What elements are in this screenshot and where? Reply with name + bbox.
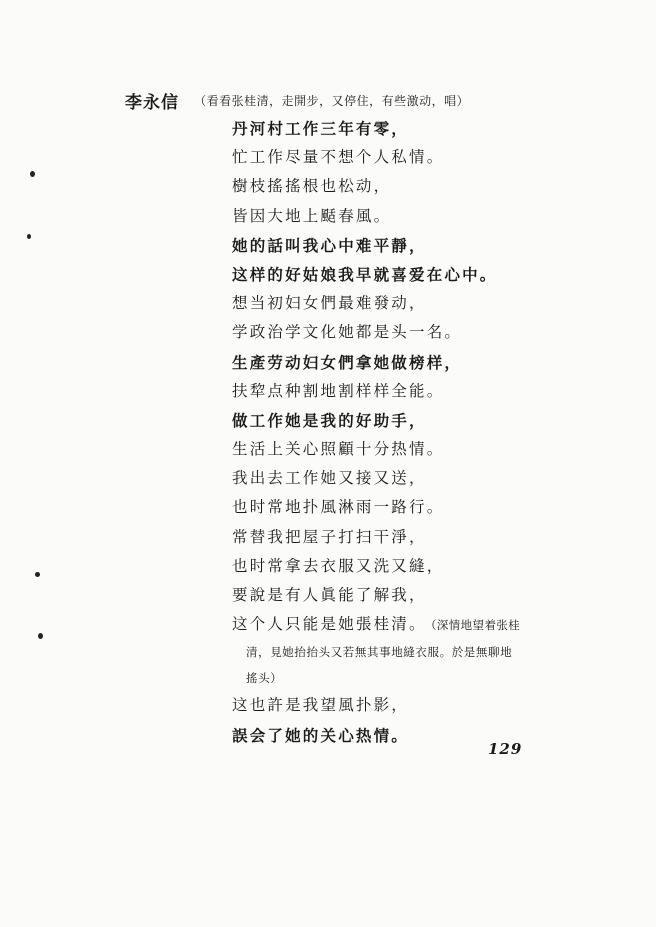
speaker-name: 李永信 — [125, 93, 179, 113]
verse-line: 樹枝搖搖根也松动， — [232, 177, 392, 196]
verse-line: 我出去工作她又接又送， — [232, 469, 427, 488]
verse-line-with-direction — [232, 610, 642, 639]
print-speck — [27, 234, 31, 239]
verse-line: 扶犂点种割地割样样全能。 — [232, 381, 445, 400]
verse-line: 生產劳动妇女們拿她做榜样， — [232, 352, 463, 372]
print-speck — [38, 633, 43, 639]
verse-line: 学政治学文化她都是头一名。 — [232, 323, 463, 342]
verse-line: 也时常地扑風淋雨一路行。 — [232, 498, 445, 517]
verse-line: 忙工作尽量不想个人私情。 — [232, 148, 445, 167]
verse-block — [232, 114, 642, 750]
stage-direction-continued: 清，見她抬抬头又若無其事地縫衣服。於是無聊地 — [246, 645, 513, 660]
verse-line: 也时常拿去衣服又洗又縫， — [232, 556, 445, 575]
verse-line: 这也許是我望風扑影， — [232, 696, 410, 715]
stage-direction-continued: 搖头） — [246, 671, 283, 686]
verse-line: 誤会了她的关心热情。 — [232, 725, 410, 745]
verse-line: 这样的好姑娘我早就喜爱在心中。 — [232, 264, 498, 284]
verse-line: 生活上关心照顧十分热情。 — [232, 440, 445, 459]
verse-line-text: 这个人只能是她張桂清。 — [232, 615, 427, 634]
verse-line: 丹河村工作三年有零， — [232, 119, 410, 138]
speaker-line — [125, 88, 469, 113]
stage-direction: （看看张桂清，走開步，又停住，有些激动，唱） — [194, 94, 470, 108]
verse-line: 想当初妇女們最难發动， — [232, 294, 427, 313]
verse-line: 皆因大地上颳春風。 — [232, 206, 392, 225]
print-speck — [35, 572, 40, 577]
page-number: 129 — [488, 740, 523, 758]
verse-line: 做工作她是我的好助手， — [232, 410, 427, 430]
verse-line: 要說是有人眞能了解我， — [232, 586, 427, 604]
print-speck — [30, 171, 35, 177]
verse-line: 常替我把屋子打扫干淨， — [232, 527, 427, 546]
verse-line: 她的話叫我心中难平靜， — [232, 235, 427, 255]
inline-stage-direction: （深情地望着张桂 — [430, 618, 521, 633]
